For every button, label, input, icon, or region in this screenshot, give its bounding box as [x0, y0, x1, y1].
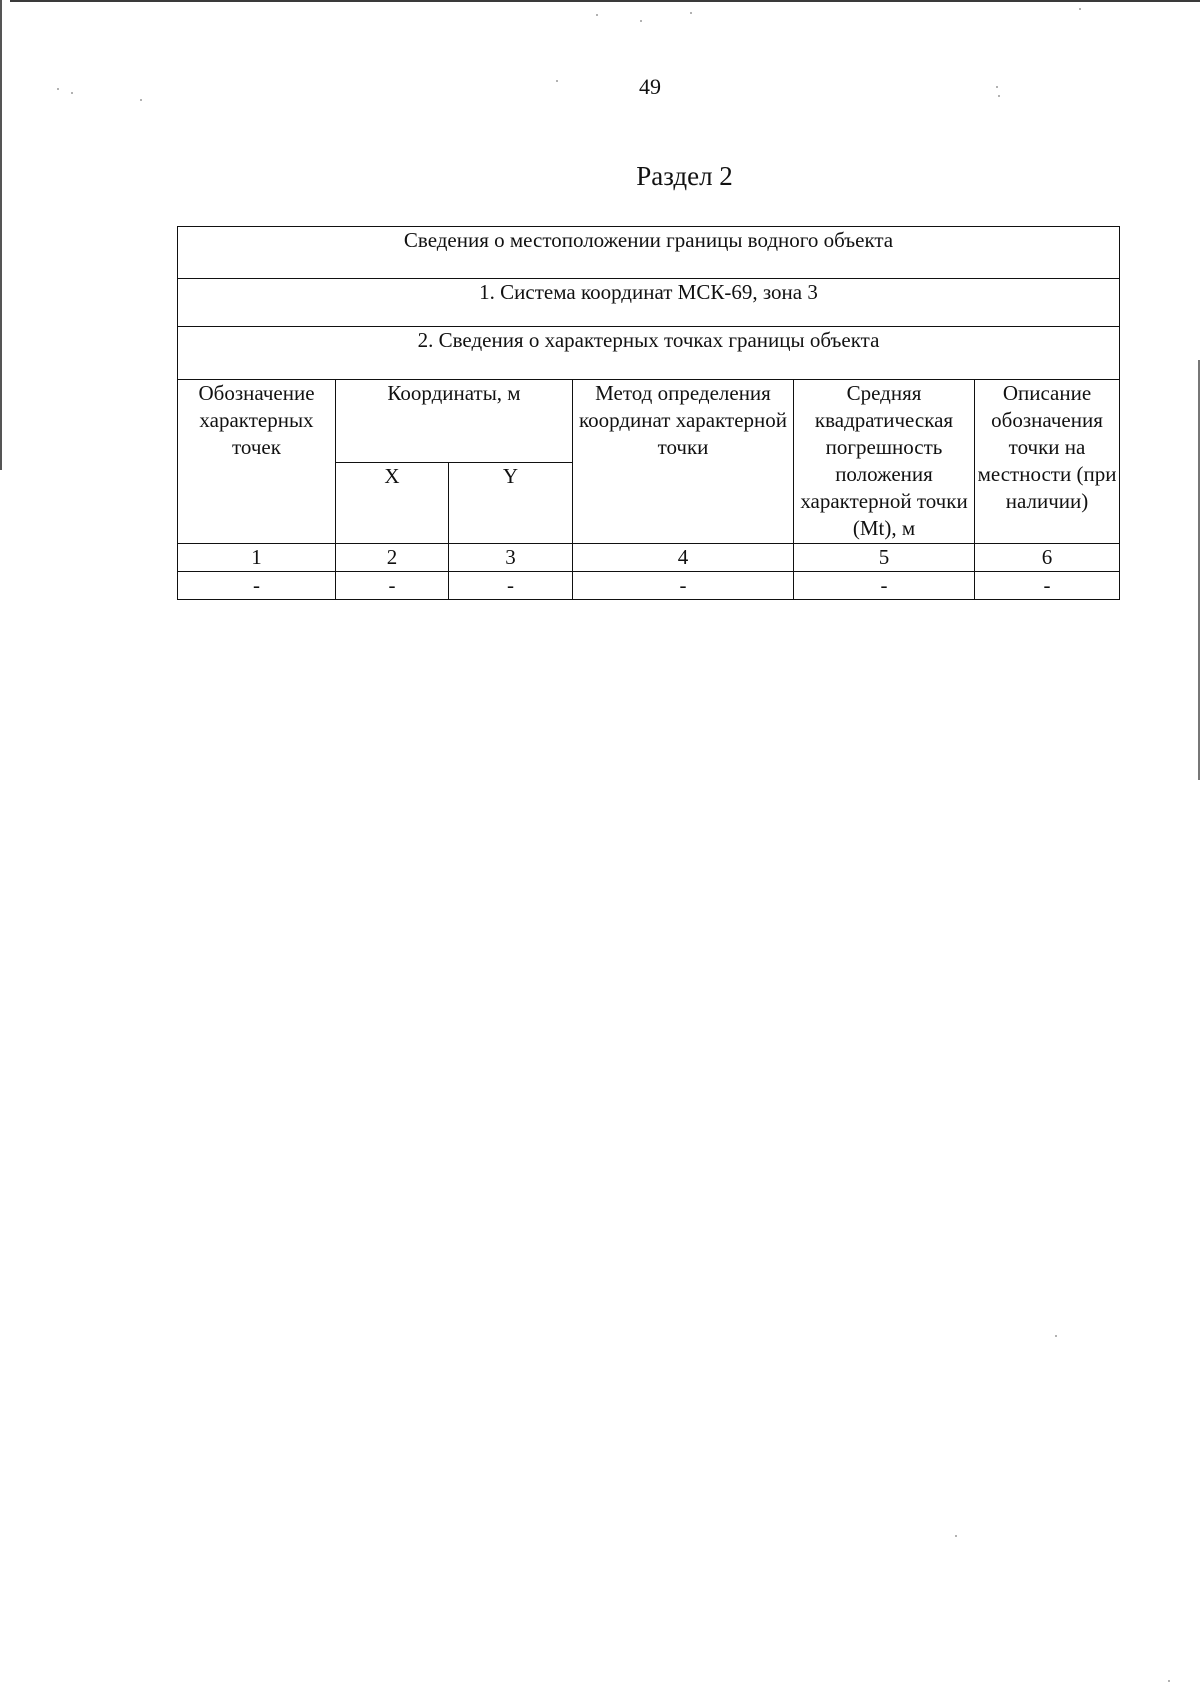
column-number: 6 [975, 544, 1120, 572]
header-accuracy: Средняя квадратическая погрешность положения характерной точки (Mt), м [794, 380, 975, 544]
column-number: 5 [794, 544, 975, 572]
header-y: Y [449, 463, 573, 544]
table-cell: - [794, 572, 975, 600]
table-cell: - [449, 572, 573, 600]
scan-edge-top [10, 0, 1200, 2]
page-number: 49 [639, 74, 661, 99]
table-row [178, 572, 1120, 600]
scan-edge-left [0, 0, 2, 470]
scan-speck [955, 1535, 957, 1537]
column-number: 3 [449, 544, 573, 572]
scan-speck [1168, 1680, 1170, 1682]
header-x: X [336, 463, 449, 544]
column-number: 4 [573, 544, 794, 572]
header-description: Описание обозначения точки на местности (при наличии) [975, 380, 1120, 544]
table-cell: - [573, 572, 794, 600]
boundary-table [177, 226, 1120, 600]
coordinate-system: 1. Система координат МСК-69, зона 3 [178, 279, 1120, 327]
column-number: 1 [178, 544, 336, 572]
header-method: Метод определения координат характерной точки [573, 380, 794, 544]
scan-speck [690, 12, 692, 14]
scan-speck [596, 14, 598, 16]
table-cell: - [975, 572, 1120, 600]
table-cell: - [336, 572, 449, 600]
table-cell: - [178, 572, 336, 600]
section-title: Раздел 2 [636, 161, 733, 191]
points-heading: 2. Сведения о характерных точках границы объекта [178, 327, 1120, 380]
header-coordinates: Координаты, м [336, 380, 573, 463]
scan-speck [1079, 8, 1081, 10]
table-title: Сведения о местоположении границы водного объекта [178, 227, 1120, 279]
scan-speck [1055, 1335, 1057, 1337]
column-number-row [178, 544, 1120, 572]
scan-speck [640, 20, 642, 22]
header-designation: Обозначение характерных точек [178, 380, 336, 544]
column-number: 2 [336, 544, 449, 572]
